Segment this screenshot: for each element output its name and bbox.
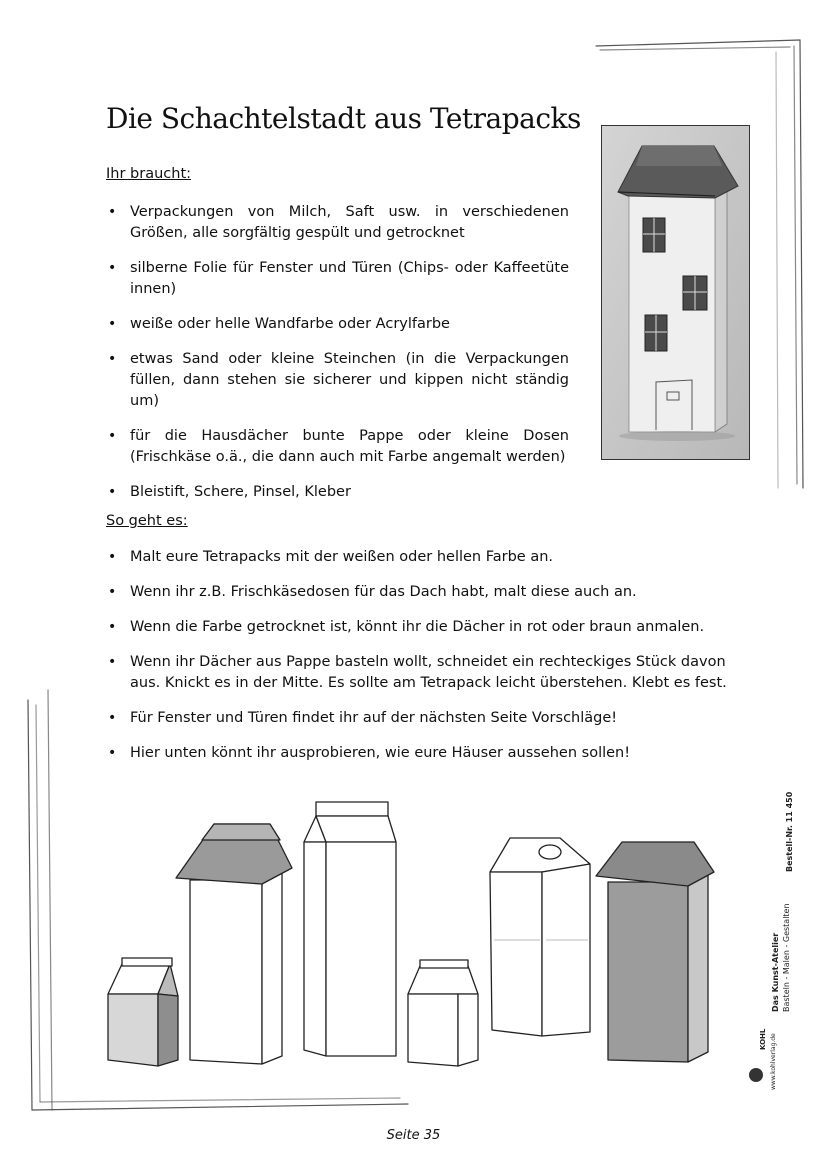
- list-item: • Hier unten könnt ihr ausprobieren, wie eure Häuser aussehen sollen!: [106, 743, 746, 764]
- publisher-url: www.kohlverlag.de: [770, 1033, 777, 1090]
- publisher-name: KOHL: [759, 1028, 767, 1050]
- publisher-logo-icon: [749, 1068, 763, 1082]
- list-item: • für die Hausdächer bunte Pappe oder kleine Dosen (Frischkäse o.ä., die dann auch mit Farbe angemalt werden): [106, 426, 569, 468]
- materials-heading: Ihr braucht:: [106, 166, 192, 182]
- series-subtitle: Basteln - Malen - Gestalten: [782, 903, 791, 1012]
- list-item: • silberne Folie für Fenster und Türen (Chips- oder Kaffeetüte innen): [106, 258, 569, 300]
- list-item: • weiße oder helle Wandfarbe oder Acrylfarbe: [106, 314, 569, 335]
- order-number: Bestell-Nr. 11 450: [785, 791, 794, 872]
- list-item: • Wenn die Farbe getrocknet ist, könnt ihr die Dächer in rot oder braun anmalen.: [106, 617, 746, 638]
- list-item: • Für Fenster und Türen findet ihr auf der nächsten Seite Vorschläge!: [106, 708, 746, 729]
- list-item: • Wenn ihr Dächer aus Pappe basteln wollt, schneidet ein rechteckiges Stück davon aus. Knickt es in der Mitte. Es sollte am Tetrapack leicht überstehen. Klebt es fest.: [106, 652, 746, 694]
- list-item: • Bleistift, Schere, Pinsel, Kleber: [106, 482, 569, 503]
- list-item: • etwas Sand oder kleine Steinchen (in die Verpackungen füllen, dann stehen sie sicherer und kippen nicht ständig um): [106, 349, 569, 412]
- page-title: Die Schachtelstadt aus Tetrapacks: [106, 102, 581, 135]
- publisher-info: [759, 791, 800, 1090]
- list-item: • Wenn ihr z.B. Frischkäsedosen für das Dach habt, malt diese auch an.: [106, 582, 746, 603]
- list-item: • Verpackungen von Milch, Saft usw. in verschiedenen Größen, alle sorgfältig gespült und getrocknet: [106, 202, 569, 244]
- steps-heading: So geht es:: [106, 513, 188, 529]
- page-number: Seite 35: [386, 1128, 441, 1143]
- series-title: Das Kunst-Atelier: [771, 932, 780, 1012]
- list-item: • Malt eure Tetrapacks mit der weißen oder hellen Farbe an.: [106, 547, 746, 568]
